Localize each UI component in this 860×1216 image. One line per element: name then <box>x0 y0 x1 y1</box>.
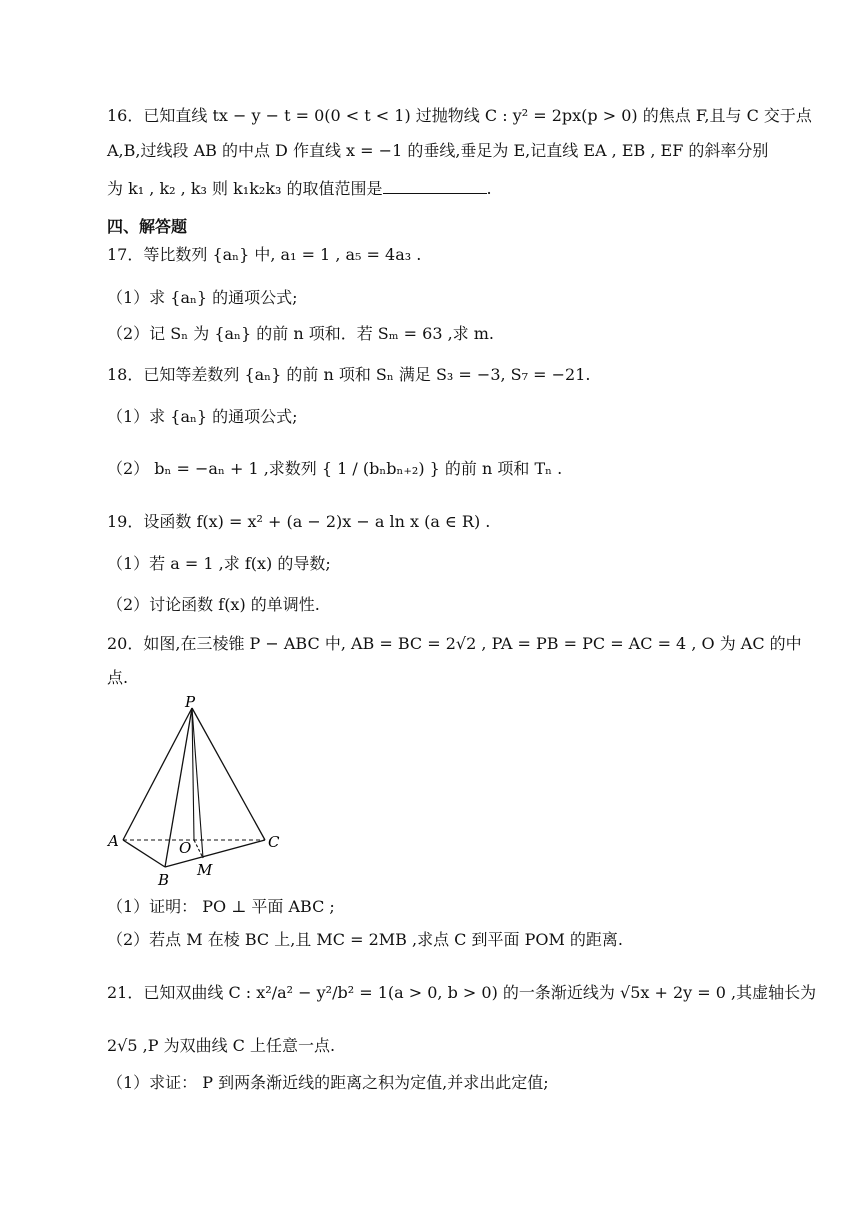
q16-line-2: A,B,过线段 AB 的中点 D 作直线 x = −1 的垂线,垂足为 E,记直线 EA , EB , EF 的斜率分别 <box>107 141 769 160</box>
q16-line-3-end: . <box>486 179 492 198</box>
q17-part-2: （2）记 Sₙ 为 {aₙ} 的前 n 项和．若 Sₘ = 63 ,求 m. <box>107 324 495 343</box>
q20-part-1: （1）证明： PO ⊥ 平面 ABC ; <box>107 897 335 916</box>
q18-stem: 18．已知等差数列 {aₙ} 的前 n 项和 Sₙ 满足 S₃ = −3, S₇ = −21. <box>107 365 591 384</box>
pyramid-figure <box>100 695 300 895</box>
q19-stem: 19．设函数 f(x) = x² + (a − 2)x − a ln x (a ∈ R) . <box>107 512 491 531</box>
q19-part-2: （2）讨论函数 f(x) 的单调性. <box>107 595 320 614</box>
q16-line-3-text: 为 k₁ , k₂ , k₃ 则 k₁k₂k₃ 的取值范围是 <box>107 179 383 198</box>
q18-part-2: （2） bₙ = −aₙ + 1 ,求数列 { 1 / (bₙbₙ₊₂) } 的前 n 项和 Tₙ . <box>107 459 563 478</box>
q21-part-1: （1）求证： P 到两条渐近线的距离之积为定值,并求出此定值; <box>107 1073 549 1092</box>
label-c: C <box>268 833 280 851</box>
label-a: A <box>108 832 119 850</box>
q20-stem-line-1: 20．如图,在三棱锥 P − ABC 中, AB = BC = 2√2 , PA = PB = PC = AC = 4 , O 为 AC 的中 <box>107 634 802 653</box>
section-title: 四、解答题 <box>107 217 188 236</box>
q20-part-2: （2）若点 M 在棱 BC 上,且 MC = 2MB ,求点 C 到平面 POM 的距离. <box>107 930 624 949</box>
label-m: M <box>197 861 213 879</box>
label-p: P <box>185 695 196 711</box>
label-o: O <box>179 839 192 857</box>
q21-stem-line-1: 21．已知双曲线 C : x²/a² − y²/b² = 1(a > 0, b > 0) 的一条渐近线为 √5x + 2y = 0 ,其虚轴长为 <box>107 983 817 1002</box>
q21-stem-line-2: 2√5 ,P 为双曲线 C 上任意一点. <box>107 1036 336 1055</box>
q17-stem: 17．等比数列 {aₙ} 中, a₁ = 1 , a₅ = 4a₃ . <box>107 245 422 264</box>
edge-ab <box>123 840 165 867</box>
q18-part-1: （1）求 {aₙ} 的通项公式; <box>107 407 298 426</box>
q16-line-1: 16．已知直线 tx − y − t = 0(0 < t < 1) 过抛物线 C : y² = 2px(p > 0) 的焦点 F,且与 C 交于点 <box>107 106 812 125</box>
answer-blank <box>383 175 487 194</box>
q17-part-1: （1）求 {aₙ} 的通项公式; <box>107 288 298 307</box>
q16-line-3 <box>0 175 860 201</box>
q20-stem-line-2: 点. <box>107 668 129 687</box>
label-b: B <box>158 871 170 889</box>
edge-pc <box>192 708 265 840</box>
q19-part-1: （1）若 a = 1 ,求 f(x) 的导数; <box>107 554 331 573</box>
edge-pa <box>123 708 192 840</box>
